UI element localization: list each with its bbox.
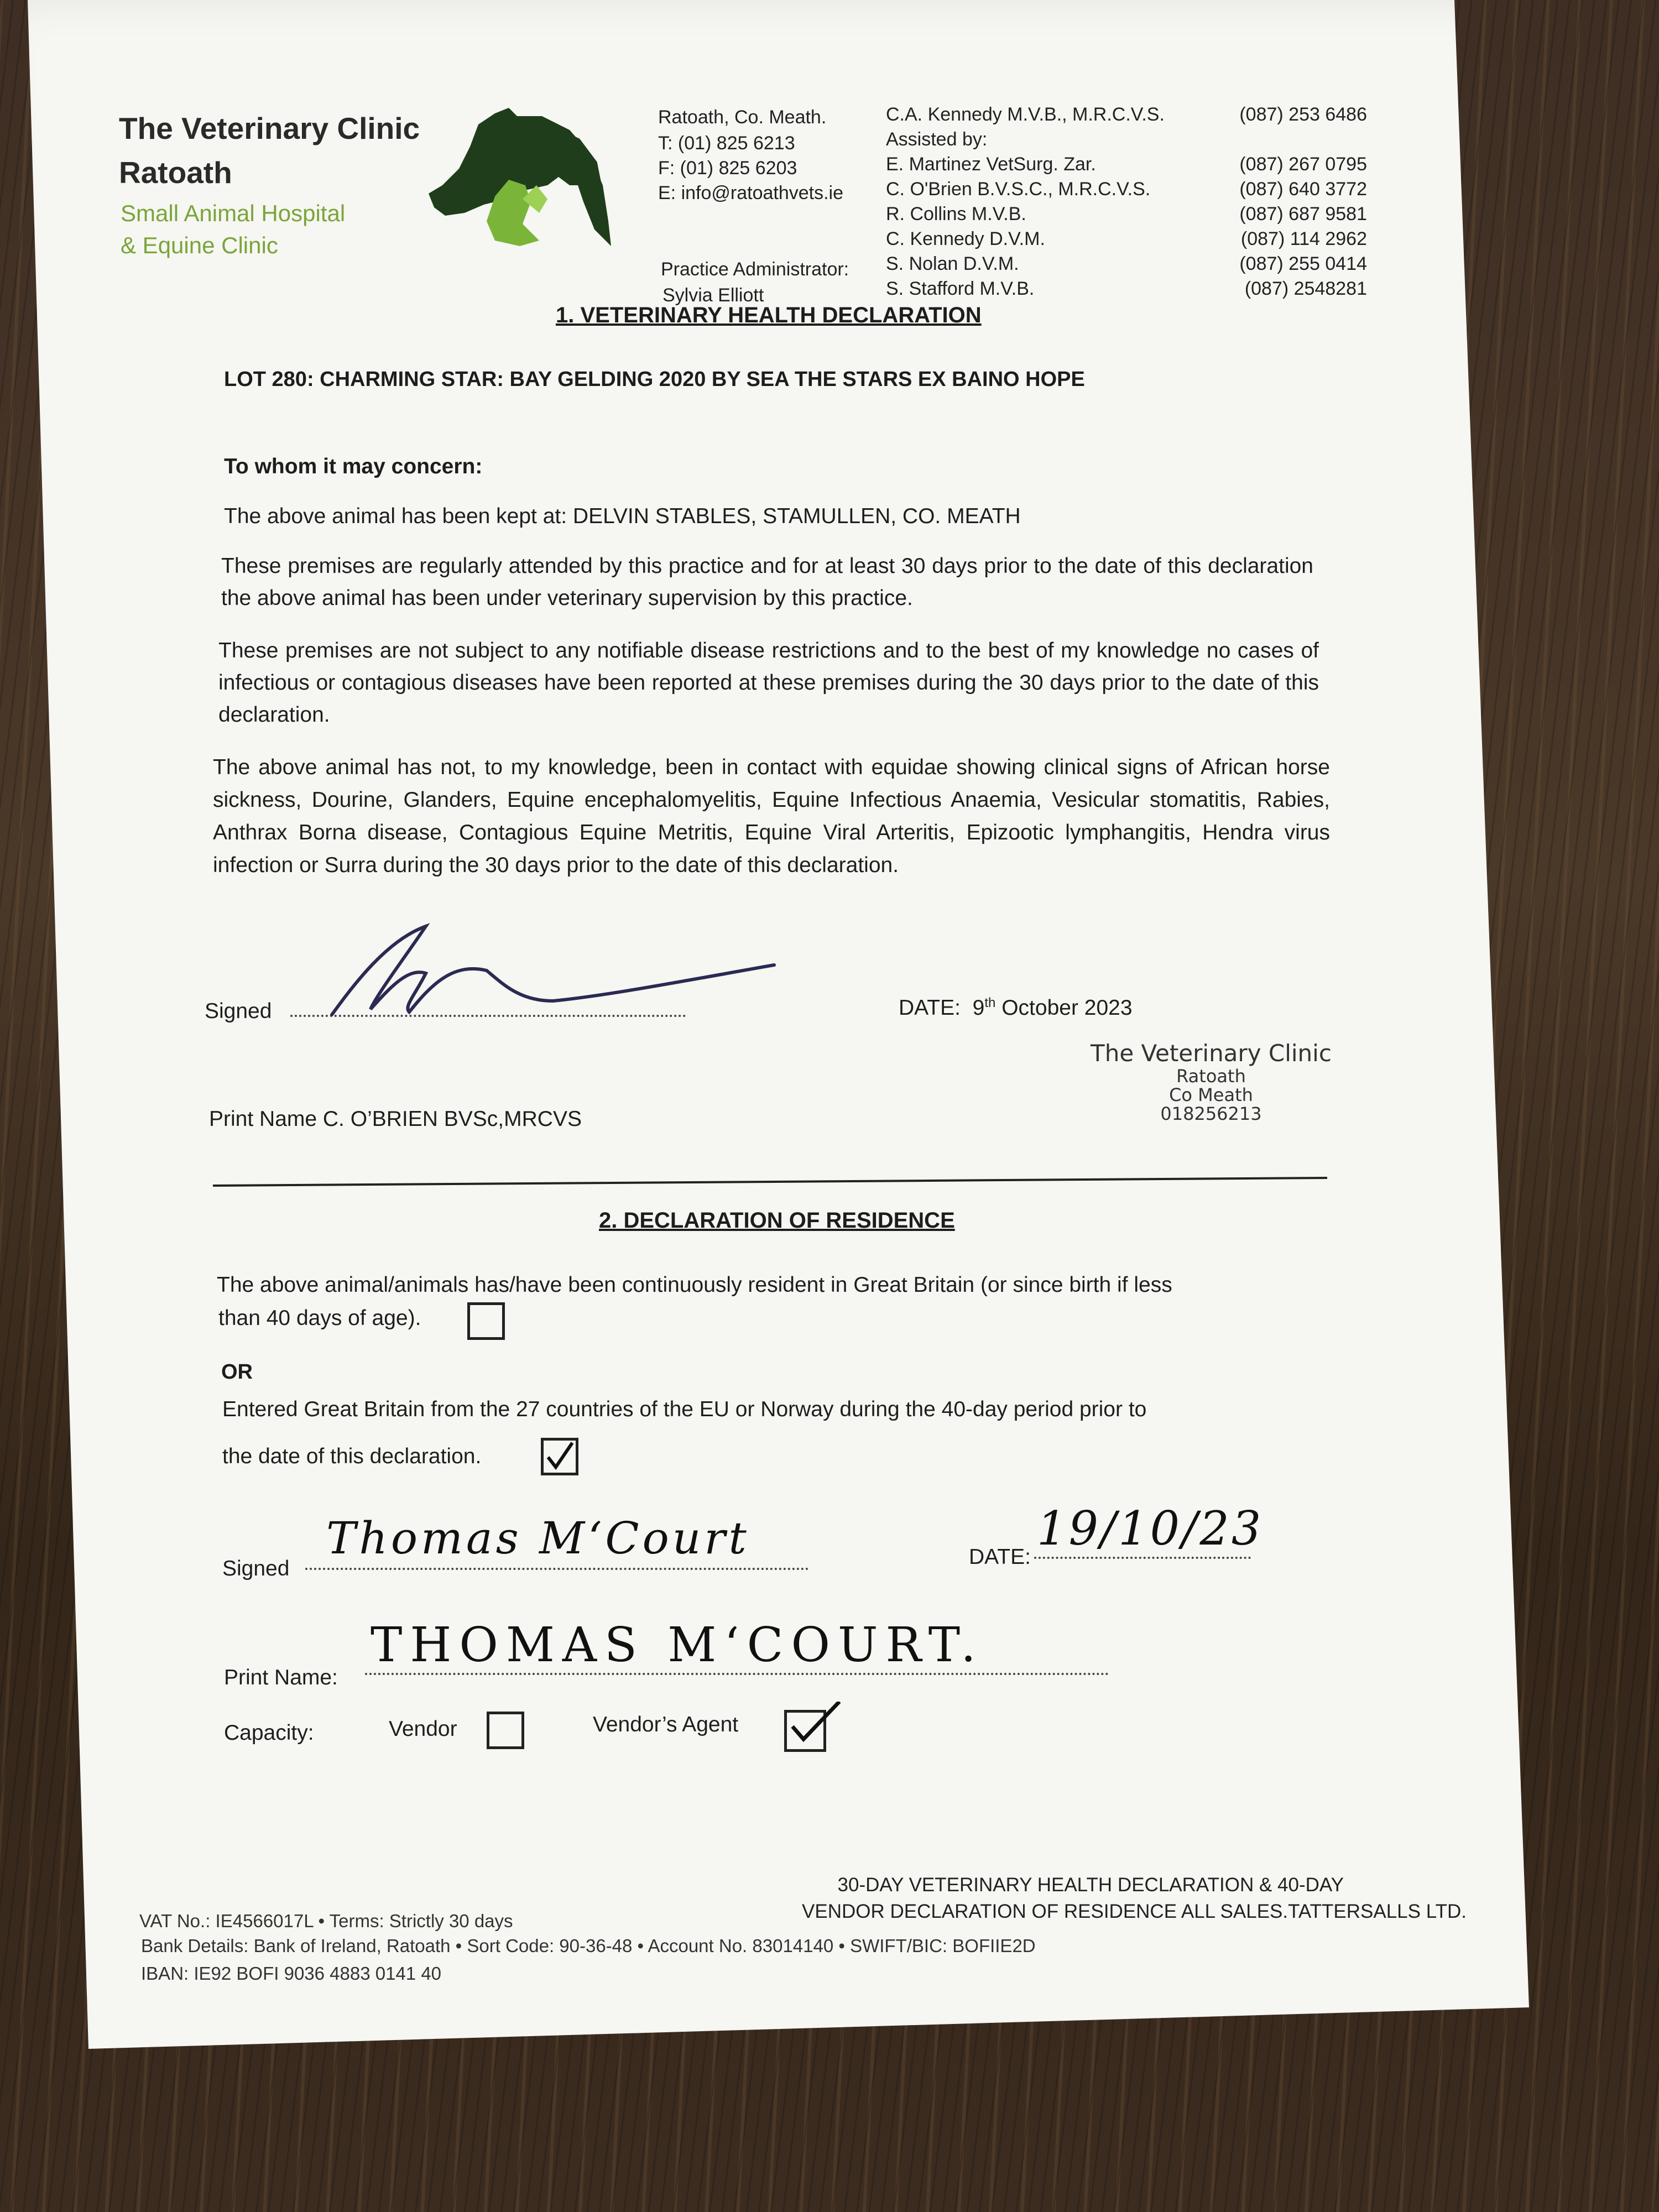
clinic-subtitle-line2: & Equine Clinic	[121, 232, 278, 258]
vendor-date-line	[1034, 1557, 1251, 1559]
vet-row: C. Kennedy D.V.M. (087) 114 2962	[886, 228, 1367, 249]
vendor-checkbox[interactable]	[487, 1712, 524, 1749]
checkmark-icon	[544, 1441, 576, 1473]
print-name-label: Print Name:	[224, 1666, 338, 1689]
vet-signed-label: Signed	[205, 999, 272, 1023]
admin-label: Practice Administrator:	[661, 259, 849, 280]
vet-list	[886, 102, 1367, 301]
vet-row: C. O'Brien B.V.S.C., M.R.C.V.S. (087) 640 3772	[886, 179, 1367, 200]
vet-row: R. Collins M.V.B. (087) 687 9581	[886, 204, 1367, 225]
vet-signature	[321, 918, 785, 1023]
print-name-line	[365, 1673, 1109, 1675]
print-name-value: THOMAS MʻCOURT.	[371, 1618, 984, 1673]
footer-iban: IBAN: IE92 BOFI 9036 4883 0141 40	[141, 1963, 442, 1984]
vendor-date-value: 19/10/23	[1037, 1501, 1264, 1556]
clinic-name-line1: The Veterinary Clinic	[119, 111, 420, 145]
vendor-signature-line	[305, 1568, 808, 1570]
vet-row: Assisted by:	[886, 129, 988, 150]
kept-at-paragraph: The above animal has been kept at: DELVIN STABLES, STAMULLEN, CO. MEATH	[224, 504, 1021, 528]
capacity-label: Capacity:	[224, 1721, 314, 1745]
clinic-subtitle-line1: Small Animal Hospital	[121, 200, 346, 226]
section2-title: 2. DECLARATION OF RESIDENCE	[599, 1208, 955, 1233]
diseases-paragraph: The above animal has not, to my knowledge, been in contact with equidae showing clinical signs of African horse sickness, Dourine, Glanders, Equine encephalomyelitis, Equine Infectious Anaemia, Vesicular stomatitis, Rabies, Anthrax Borna disease, Contagious Equine Metritis, Equine Viral Arteritis, Epizootic lymphangitis, Hendra virus infection or Surra during the 30 days prior to the date of this declaration.	[213, 755, 1330, 877]
residence-option1-line1: The above animal/animals has/have been continuously resident in Great Britain (or since birth if less	[217, 1273, 1172, 1297]
vet-row: C.A. Kennedy M.V.B., M.R.C.V.S. (087) 253 6486	[886, 104, 1367, 125]
residence-option2-line2: the date of this declaration.	[222, 1444, 482, 1468]
checkmark-icon	[787, 1702, 842, 1746]
vet-row: E. Martinez VetSurg. Zar. (087) 267 0795	[886, 154, 1367, 175]
vendor-option-label: Vendor	[389, 1717, 457, 1741]
vendor-agent-option-label: Vendor’s Agent	[593, 1713, 739, 1736]
footer-form-title: 30-DAY VETERINARY HEALTH DECLARATION & 40-DAY VENDOR DECLARATION OF RESIDENCE ALL SALES.TATTERSALLS LTD.	[802, 1874, 1467, 1922]
supervision-paragraph: These premises are regularly attended by this practice and for at least 30 days prior to the date of this declaration the above animal has been under veterinary supervision by this practice.	[221, 554, 1313, 610]
admin-name: Sylvia Elliott	[662, 285, 764, 306]
clinic-fax: F: (01) 825 6203	[658, 158, 797, 179]
vendor-date-label: DATE:	[969, 1545, 1031, 1569]
clinic-email: E: info@ratoathvets.ie	[658, 182, 844, 204]
clinic-stamp: The Veterinary Clinic Ratoath Co Meath 018256213	[1091, 1040, 1332, 1124]
salutation: To whom it may concern:	[224, 455, 483, 478]
footer-vat: VAT No.: IE4566017L • Terms: Strictly 30 days	[139, 1911, 513, 1931]
residence-option1-line2: than 40 days of age).	[218, 1306, 421, 1330]
clinic-address: Ratoath, Co. Meath.	[658, 107, 827, 128]
vendor-agent-checkbox[interactable]	[784, 1710, 826, 1752]
restrictions-paragraph: These premises are not subject to any notifiable disease restrictions and to the best of my knowledge no cases of infectious or contagious diseases have been reported at these premises during the 30 days prior to the date of this declaration.	[218, 639, 1319, 727]
vendor-signature: Thomas MʻCourt	[326, 1512, 750, 1564]
vet-row: S. Nolan D.V.M. (087) 255 0414	[886, 253, 1367, 274]
residence-option2-checkbox[interactable]	[541, 1438, 578, 1475]
vet-row: S. Stafford M.V.B. (087) 2548281	[886, 278, 1367, 299]
lot-heading: LOT 280: CHARMING STAR: BAY GELDING 2020 BY SEA THE STARS EX BAINO HOPE	[224, 368, 1085, 391]
vet-date: DATE: 9th October 2023	[899, 995, 1133, 1020]
footer-bank: Bank Details: Bank of Ireland, Ratoath • Sort Code: 90-36-48 • Account No. 83014140 • SWIFT/BIC: BOFIIE2D	[141, 1936, 1036, 1956]
clinic-name-line2: Ratoath	[119, 155, 232, 190]
or-label: OR	[221, 1360, 253, 1384]
residence-option1-checkbox[interactable]	[467, 1302, 505, 1340]
vet-print-name: Print Name C. O’BRIEN BVSc,MRCVS	[209, 1107, 582, 1131]
horse-dog-logo-icon	[412, 102, 617, 252]
clinic-tel: T: (01) 825 6213	[658, 133, 795, 154]
residence-option2-line1: Entered Great Britain from the 27 countries of the EU or Norway during the 40-day period prior to	[222, 1397, 1147, 1421]
section1-title: 1. VETERINARY HEALTH DECLARATION	[556, 303, 982, 327]
vendor-signed-label: Signed	[222, 1557, 290, 1580]
